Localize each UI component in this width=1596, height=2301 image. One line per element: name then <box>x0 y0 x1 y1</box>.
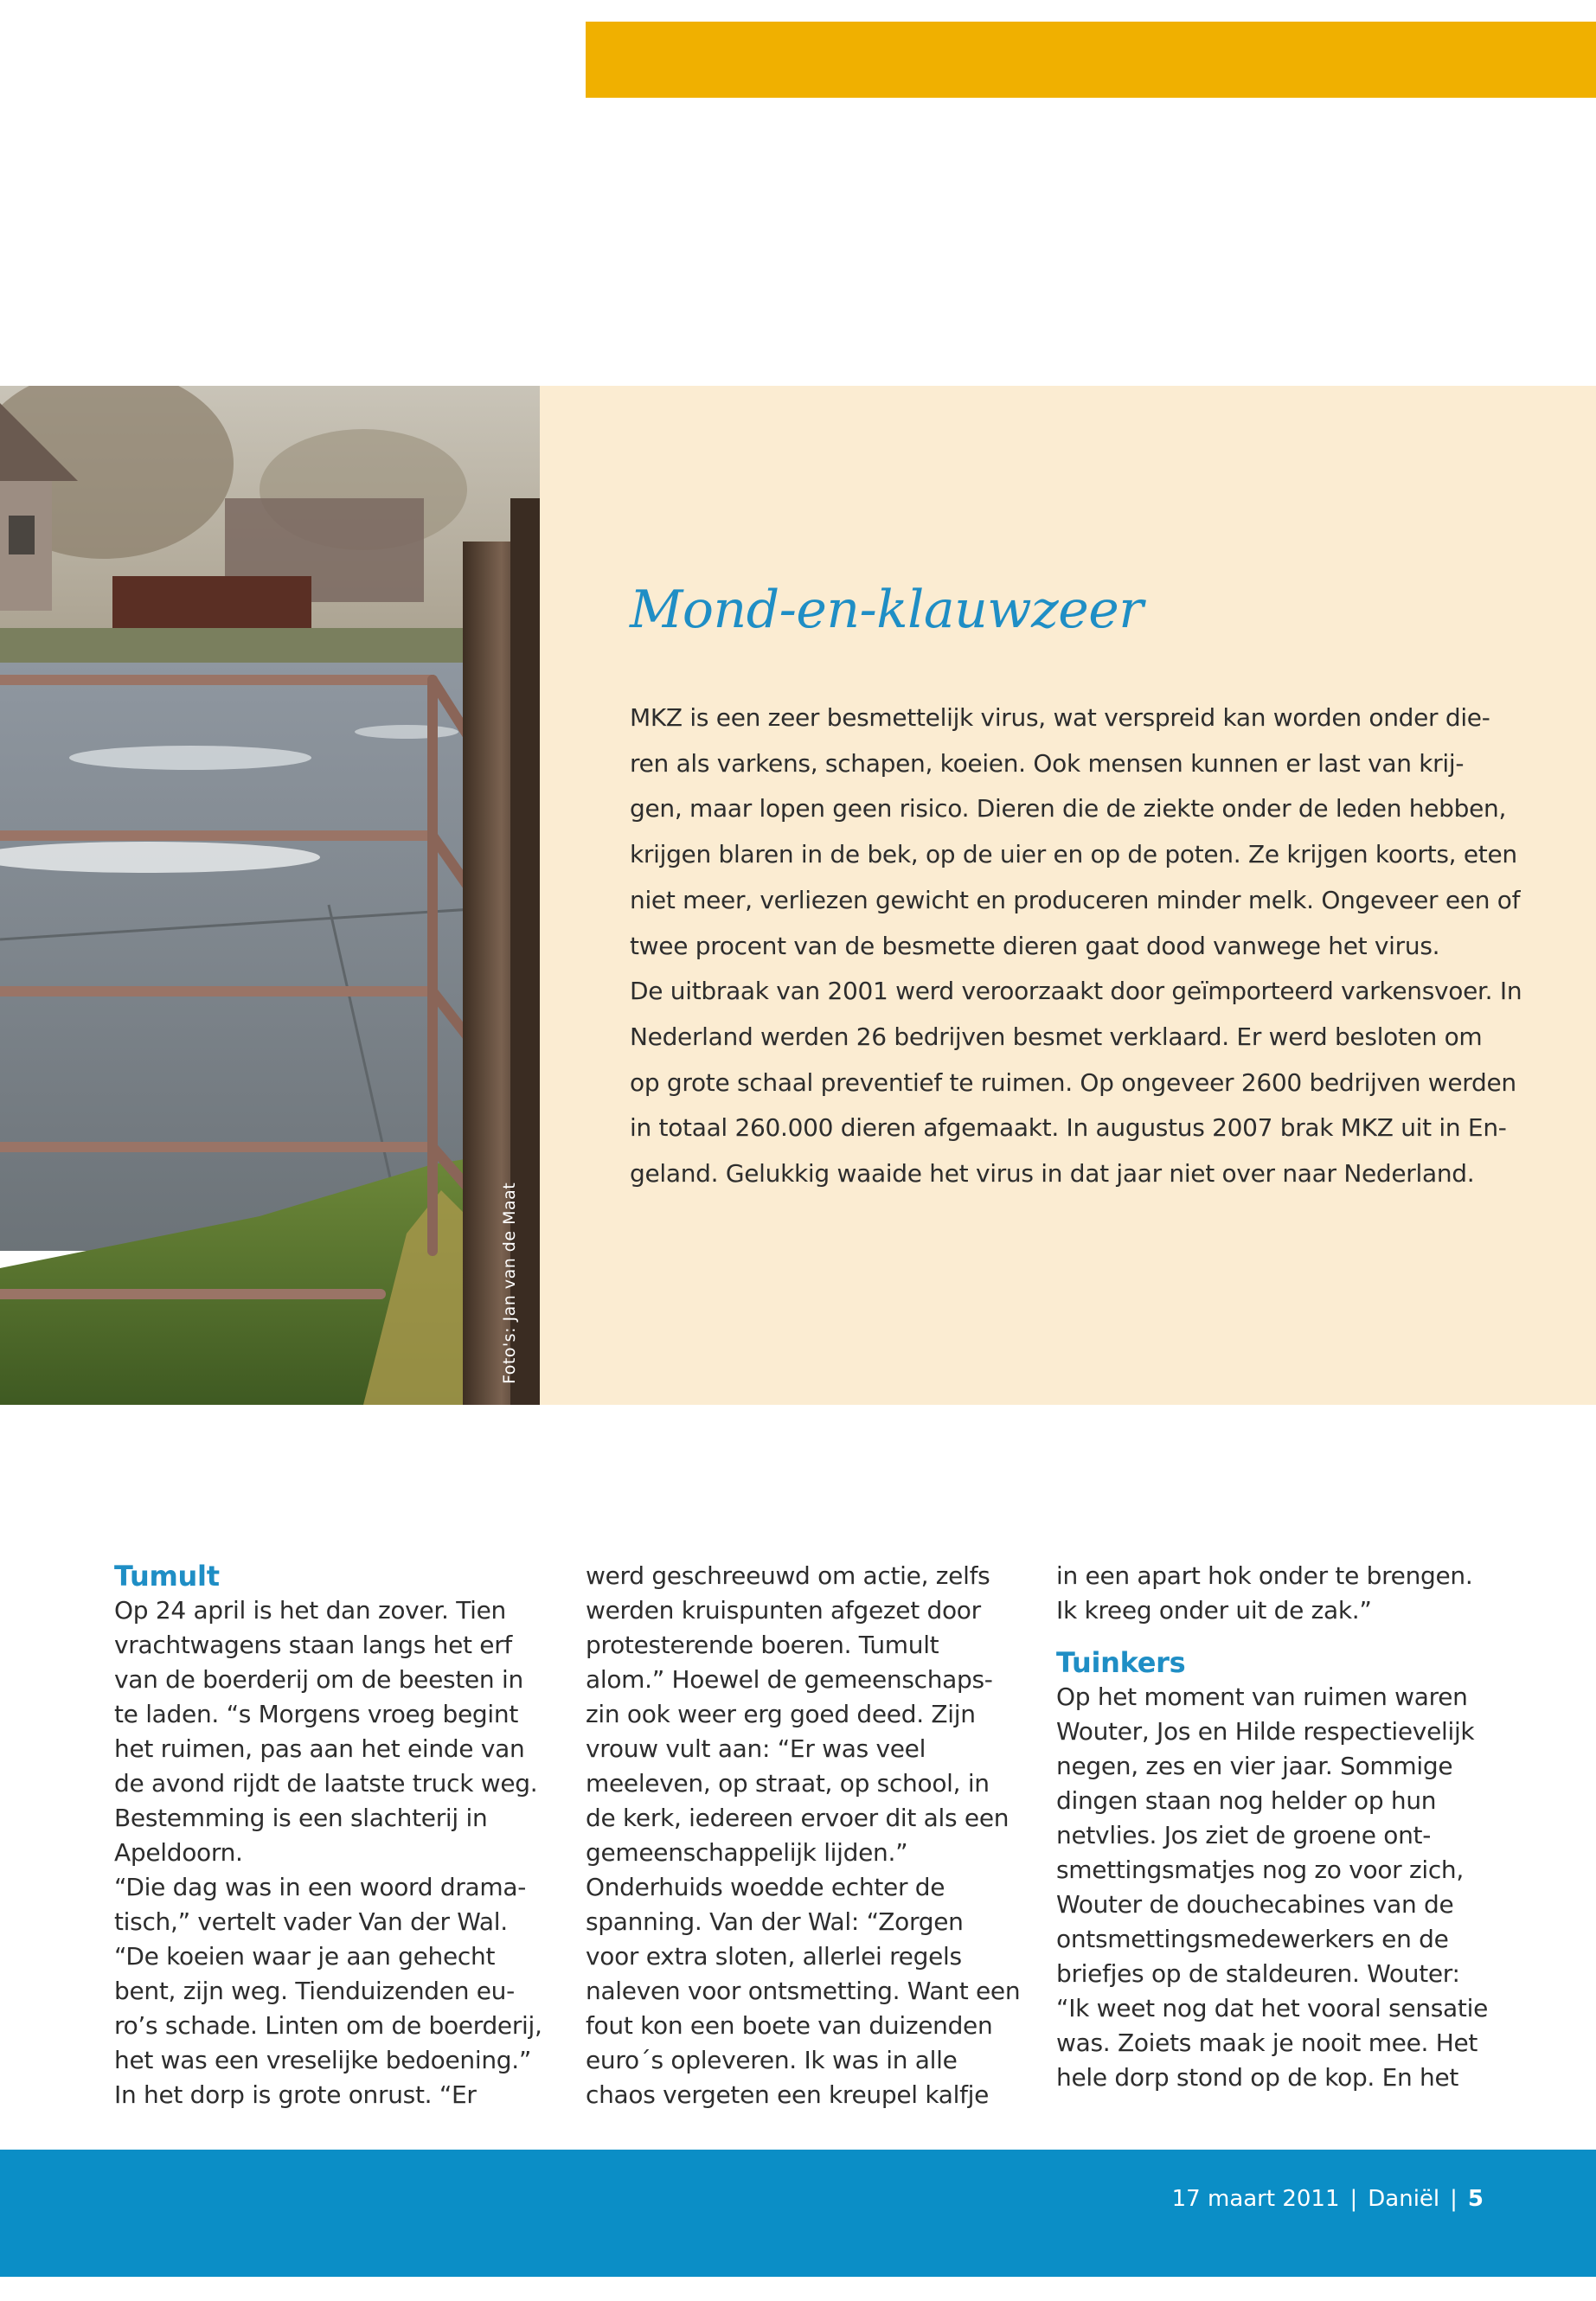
text-line: geland. Gelukkig waaide het virus in dat jaar niet over naar Nederland. <box>630 1159 1475 1189</box>
text-line: de kerk, iedereen ervoer dit als een <box>586 1804 1010 1832</box>
text-line: dingen staan nog helder op hun <box>1056 1786 1437 1815</box>
text-line: tisch,” vertelt vader Van der Wal. <box>114 1907 508 1936</box>
text-line: ontsmettingsmedewerkers en de <box>1056 1925 1449 1953</box>
text-line: Bestemming is een slachterij in <box>114 1804 488 1832</box>
article-column-2 <box>586 1559 1027 2112</box>
text-line: Onderhuids woedde echter de <box>586 1873 945 1901</box>
text-line: meeleven, op straat, op school, in <box>586 1769 990 1798</box>
text-line: smettingsmatjes nog zo voor zich, <box>1056 1856 1464 1884</box>
section-heading-tumult: Tumult <box>114 1560 220 1593</box>
text-line: zin ook weer erg goed deed. Zijn <box>586 1700 976 1728</box>
footer-separator: | <box>1349 2186 1358 2212</box>
text-line: Nederland werden 26 bedrijven besmet verklaard. Er werd besloten om <box>630 1022 1483 1051</box>
text-line: krijgen blaren in de bek, op de uier en op de poten. Ze krijgen koorts, eten <box>630 840 1517 869</box>
text-line: twee procent van de besmette dieren gaat dood vanwege het virus. <box>630 931 1440 960</box>
article-column-3 <box>1056 1559 1497 2095</box>
text-line: In het dorp is grote onrust. “Er <box>114 2080 477 2109</box>
text-line: euro´s opleveren. Ik was in alle <box>586 2046 958 2074</box>
text-line: alom.” Hoewel de gemeenschaps- <box>586 1665 993 1694</box>
text-line: ren als varkens, schapen, koeien. Ook mensen kunnen er last van krij- <box>630 748 1465 778</box>
text-line: chaos vergeten een kreupel kalfje <box>586 2080 990 2109</box>
text-line: te laden. “s Morgens vroeg begint <box>114 1700 519 1728</box>
text-line: gen, maar lopen geen risico. Dieren die de ziekte onder de leden hebben, <box>630 794 1507 824</box>
text-line: negen, zes en vier jaar. Sommige <box>1056 1752 1453 1780</box>
text-line: De uitbraak van 2001 werd veroorzaakt door geïmporteerd varkensvoer. In <box>630 977 1522 1006</box>
text-line: in totaal 260.000 dieren afgemaakt. In augustus 2007 brak MKZ uit in En- <box>630 1113 1507 1143</box>
footer-folio <box>1172 2186 1484 2212</box>
text-line: Wouter, Jos en Hilde respectievelijk <box>1056 1717 1475 1746</box>
text-line: werden kruispunten afgezet door <box>586 1596 981 1625</box>
text-line: protesterende boeren. Tumult <box>586 1631 939 1659</box>
text-line: in een apart hok onder te brengen. <box>1056 1561 1473 1590</box>
text-line: ro’s schade. Linten om de boerderij, <box>114 2011 542 2040</box>
text-line: “Die dag was in een woord drama- <box>114 1873 527 1901</box>
text-line: de avond rijdt de laatste truck weg. <box>114 1769 538 1798</box>
section-heading-tuinkers: Tuinkers <box>1056 1646 1186 1679</box>
text-line: “De koeien waar je aan gehecht <box>114 1942 496 1971</box>
text-line: vrouw vult aan: “Er was veel <box>586 1734 926 1763</box>
text-line: gemeenschappelijk lijden.” <box>586 1838 908 1867</box>
photo-credit: Foto's: Jan van de Maat <box>500 1182 519 1384</box>
text-line: bent, zijn weg. Tienduizenden eu- <box>114 1977 515 2005</box>
info-box-body <box>630 695 1521 1197</box>
text-line: fout kon een boete van duizenden <box>586 2011 993 2040</box>
page-number: 5 <box>1467 2186 1484 2212</box>
text-line: het ruimen, pas aan het einde van <box>114 1734 525 1763</box>
farm-gate-illustration <box>0 386 540 1405</box>
text-line: Op het moment van ruimen waren <box>1056 1682 1468 1711</box>
footer-publication: Daniël <box>1368 2186 1440 2212</box>
text-line: Wouter de douchecabines van de <box>1056 1890 1454 1919</box>
text-line: van de boerderij om de beesten in <box>114 1665 523 1694</box>
text-line: hele dorp stond op de kop. En het <box>1056 2063 1459 2092</box>
text-line: MKZ is een zeer besmettelijk virus, wat verspreid kan worden onder die- <box>630 703 1490 732</box>
text-line: voor extra sloten, allerlei regels <box>586 1942 962 1971</box>
text-line: niet meer, verliezen gewicht en produceren minder melk. Ongeveer een of <box>630 885 1521 914</box>
text-line: het was een vreselijke bedoening.” <box>114 2046 532 2074</box>
text-line: netvlies. Jos ziet de groene ont- <box>1056 1821 1432 1849</box>
paragraph-spacer <box>1056 1628 1497 1645</box>
text-line: Op 24 april is het dan zover. Tien <box>114 1596 507 1625</box>
text-line: Apeldoorn. <box>114 1838 243 1867</box>
article-column-1 <box>114 1559 555 2112</box>
info-box-title: Mond-en-klauwzeer <box>630 580 1144 640</box>
footer-separator: | <box>1450 2186 1458 2212</box>
farm-gate-photo <box>0 386 540 1405</box>
top-accent-bar <box>586 22 1596 98</box>
text-line: spanning. Van der Wal: “Zorgen <box>586 1907 964 1936</box>
text-line: op grote schaal preventief te ruimen. Op ongeveer 2600 bedrijven werden <box>630 1067 1516 1097</box>
text-line: Ik kreeg onder uit de zak.” <box>1056 1596 1372 1625</box>
text-line: briefjes op de staldeuren. Wouter: <box>1056 1959 1460 1988</box>
footer-bar <box>0 2150 1596 2277</box>
footer-date: 17 maart 2011 <box>1171 2186 1340 2212</box>
text-line: naleven voor ontsmetting. Want een <box>586 1977 1021 2005</box>
text-line: was. Zoiets maak je nooit mee. Het <box>1056 2029 1478 2057</box>
text-line: werd geschreeuwd om actie, zelfs <box>586 1561 990 1590</box>
text-line: vrachtwagens staan langs het erf <box>114 1631 512 1659</box>
text-line: “Ik weet nog dat het vooral sensatie <box>1056 1994 1488 2022</box>
